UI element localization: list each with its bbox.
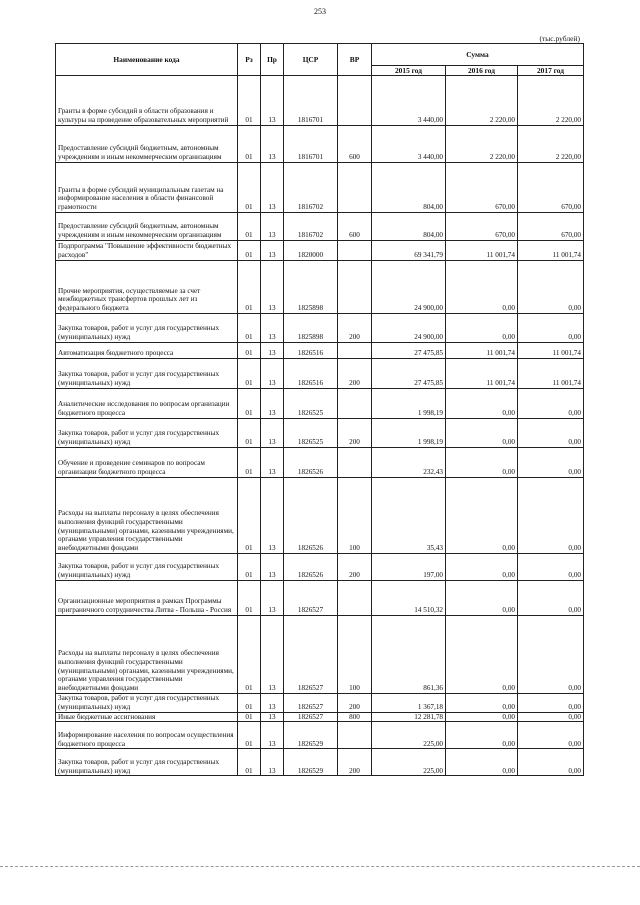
cell-y2015: 14 510,32 — [372, 581, 446, 616]
cell-y2015: 35,43 — [372, 478, 446, 554]
table-row — [56, 616, 584, 694]
cell-vr — [338, 448, 372, 478]
cell-csr: 1826526 — [284, 478, 338, 554]
cell-vr — [338, 76, 372, 126]
budget-table — [55, 43, 584, 776]
cell-csr: 1826516 — [284, 359, 338, 389]
cell-rz: 01 — [238, 581, 261, 616]
cell-vr: 200 — [338, 419, 372, 448]
cell-y2015: 12 281,78 — [372, 712, 446, 722]
cell-csr: 1826526 — [284, 448, 338, 478]
cell-vr — [338, 163, 372, 213]
budget-table-body — [56, 76, 584, 776]
cell-csr: 1826529 — [284, 749, 338, 776]
cell-pr: 13 — [261, 213, 284, 241]
cell-y2015: 1 367,18 — [372, 694, 446, 713]
cell-y2015: 27 475,85 — [372, 359, 446, 389]
cell-vr: 600 — [338, 213, 372, 241]
cell-name: Предоставление субсидий бюджетным, автономным учреждениям и иным некоммерческим организациям — [56, 126, 238, 163]
cell-csr: 1826527 — [284, 616, 338, 694]
header-sum: Сумма — [372, 44, 584, 66]
cell-y2017: 670,00 — [518, 163, 584, 213]
cell-name: Расходы на выплаты персоналу в целях обеспечения выполнения функций государственными (муниципальными) органами, казенными учреждениями, органами управления государственными внебюджетными фондами — [56, 478, 238, 554]
cell-pr: 13 — [261, 581, 284, 616]
header-rz: Рз — [238, 44, 261, 76]
cell-y2016: 2 220,00 — [446, 76, 518, 126]
cell-name: Подпрограмма "Повышение эффективности бюджетных расходов" — [56, 241, 238, 261]
cell-rz: 01 — [238, 419, 261, 448]
cell-y2017: 2 220,00 — [518, 126, 584, 163]
cell-rz: 01 — [238, 722, 261, 749]
cell-rz: 01 — [238, 712, 261, 722]
table-row — [56, 389, 584, 419]
cell-rz: 01 — [238, 448, 261, 478]
cell-y2016: 670,00 — [446, 163, 518, 213]
cell-y2017: 0,00 — [518, 722, 584, 749]
cell-y2016: 0,00 — [446, 616, 518, 694]
cell-name: Организационные мероприятия в рамках Программы приграничного сотрудничества Литва - Польша - Россия — [56, 581, 238, 616]
cell-y2017: 0,00 — [518, 448, 584, 478]
cell-csr: 1826527 — [284, 694, 338, 713]
cell-y2017: 0,00 — [518, 616, 584, 694]
cell-rz: 01 — [238, 616, 261, 694]
cell-csr: 1826527 — [284, 712, 338, 722]
cell-vr: 200 — [338, 694, 372, 713]
cell-vr: 600 — [338, 126, 372, 163]
cell-y2016: 11 001,74 — [446, 359, 518, 389]
cell-pr: 13 — [261, 694, 284, 713]
cell-pr: 13 — [261, 359, 284, 389]
cell-pr: 13 — [261, 76, 284, 126]
cell-vr: 200 — [338, 359, 372, 389]
cell-vr — [338, 261, 372, 314]
cell-name: Закупка товаров, работ и услуг для государственных (муниципальных) нужд — [56, 359, 238, 389]
cell-rz: 01 — [238, 343, 261, 359]
header-year-2016: 2016 год — [446, 66, 518, 76]
cell-csr: 1825898 — [284, 261, 338, 314]
cell-vr: 200 — [338, 749, 372, 776]
cell-y2017: 0,00 — [518, 712, 584, 722]
cell-vr: 200 — [338, 314, 372, 343]
cell-y2015: 24 900,00 — [372, 261, 446, 314]
cell-rz: 01 — [238, 389, 261, 419]
header-name: Наименование кода — [56, 44, 238, 76]
cell-y2017: 0,00 — [518, 749, 584, 776]
cell-y2015: 3 440,00 — [372, 76, 446, 126]
table-row — [56, 126, 584, 163]
cell-rz: 01 — [238, 261, 261, 314]
cell-y2015: 225,00 — [372, 749, 446, 776]
cell-y2017: 0,00 — [518, 581, 584, 616]
cell-pr: 13 — [261, 448, 284, 478]
cell-name: Аналитические исследования по вопросам организации бюджетного процесса — [56, 389, 238, 419]
cell-y2015: 69 341,79 — [372, 241, 446, 261]
cell-vr — [338, 581, 372, 616]
cell-csr: 1816701 — [284, 76, 338, 126]
cell-rz: 01 — [238, 694, 261, 713]
cell-name: Закупка товаров, работ и услуг для государственных (муниципальных) нужд — [56, 554, 238, 581]
table-row — [56, 419, 584, 448]
cell-name: Закупка товаров, работ и услуг для государственных (муниципальных) нужд — [56, 314, 238, 343]
table-row — [56, 478, 584, 554]
cell-y2015: 1 998,19 — [372, 389, 446, 419]
cell-y2017: 11 001,74 — [518, 241, 584, 261]
table-row — [56, 314, 584, 343]
cell-y2016: 0,00 — [446, 722, 518, 749]
cell-y2015: 27 475,85 — [372, 343, 446, 359]
cell-vr — [338, 241, 372, 261]
cell-y2015: 861,36 — [372, 616, 446, 694]
table-row — [56, 722, 584, 749]
cell-name: Прочие мероприятия, осуществляемые за счет межбюджетных трансфертов прошлых лет из федерального бюджета — [56, 261, 238, 314]
table-row — [56, 712, 584, 722]
cell-y2015: 804,00 — [372, 213, 446, 241]
cell-y2016: 0,00 — [446, 314, 518, 343]
cell-rz: 01 — [238, 478, 261, 554]
cell-name: Гранты в форме субсидий муниципальным газетам на информирование населения в области финансовой грамотности — [56, 163, 238, 213]
header-vr: ВР — [338, 44, 372, 76]
cell-rz: 01 — [238, 76, 261, 126]
cell-y2016: 11 001,74 — [446, 343, 518, 359]
cell-name: Гранты в форме субсидий в области образования и культуры на проведение образовательных мероприятий — [56, 76, 238, 126]
cell-y2016: 0,00 — [446, 581, 518, 616]
cell-y2017: 0,00 — [518, 554, 584, 581]
cell-y2017: 0,00 — [518, 314, 584, 343]
cell-rz: 01 — [238, 163, 261, 213]
cell-y2016: 0,00 — [446, 712, 518, 722]
cell-y2017: 0,00 — [518, 389, 584, 419]
cell-pr: 13 — [261, 343, 284, 359]
cell-csr: 1826525 — [284, 419, 338, 448]
cell-csr: 1825898 — [284, 314, 338, 343]
cell-y2015: 3 440,00 — [372, 126, 446, 163]
table-row — [56, 554, 584, 581]
table-row — [56, 343, 584, 359]
cell-vr: 100 — [338, 616, 372, 694]
cell-rz: 01 — [238, 554, 261, 581]
cell-y2016: 0,00 — [446, 261, 518, 314]
cell-pr: 13 — [261, 419, 284, 448]
cell-csr: 1820000 — [284, 241, 338, 261]
cell-csr: 1816702 — [284, 213, 338, 241]
table-row — [56, 261, 584, 314]
table-row — [56, 694, 584, 713]
cell-y2015: 197,00 — [372, 554, 446, 581]
cell-rz: 01 — [238, 314, 261, 343]
cell-y2017: 0,00 — [518, 478, 584, 554]
cell-y2017: 670,00 — [518, 213, 584, 241]
cell-y2016: 0,00 — [446, 389, 518, 419]
cell-y2015: 1 998,19 — [372, 419, 446, 448]
cell-csr: 1826516 — [284, 343, 338, 359]
cell-rz: 01 — [238, 359, 261, 389]
cell-y2015: 804,00 — [372, 163, 446, 213]
cell-csr: 1826527 — [284, 581, 338, 616]
cell-name: Информирование населения по вопросам осуществления бюджетного процесса — [56, 722, 238, 749]
cell-y2016: 11 001,74 — [446, 241, 518, 261]
cell-name: Предоставление субсидий бюджетным, автономным учреждениям и иным некоммерческим организациям — [56, 213, 238, 241]
cell-y2016: 0,00 — [446, 419, 518, 448]
cell-pr: 13 — [261, 722, 284, 749]
cell-vr — [338, 343, 372, 359]
cell-pr: 13 — [261, 389, 284, 419]
cell-y2016: 0,00 — [446, 694, 518, 713]
table-row — [56, 213, 584, 241]
cell-vr: 100 — [338, 478, 372, 554]
cell-vr: 200 — [338, 554, 372, 581]
cell-pr: 13 — [261, 163, 284, 213]
cell-y2016: 0,00 — [446, 554, 518, 581]
cell-y2016: 0,00 — [446, 749, 518, 776]
cell-name: Расходы на выплаты персоналу в целях обеспечения выполнения функций государственными (муниципальными) органами, казенными учреждениями, органами управления государственными внебюджетными фондами — [56, 616, 238, 694]
cell-y2017: 11 001,74 — [518, 343, 584, 359]
cell-csr: 1826529 — [284, 722, 338, 749]
cell-csr: 1826525 — [284, 389, 338, 419]
cell-pr: 13 — [261, 749, 284, 776]
cell-y2016: 0,00 — [446, 478, 518, 554]
table-row — [56, 163, 584, 213]
cell-vr — [338, 722, 372, 749]
cell-pr: 13 — [261, 314, 284, 343]
table-row — [56, 749, 584, 776]
cell-y2015: 225,00 — [372, 722, 446, 749]
page-number: 253 — [314, 7, 326, 16]
cell-rz: 01 — [238, 749, 261, 776]
cell-name: Автоматизация бюджетного процесса — [56, 343, 238, 359]
cell-csr: 1816702 — [284, 163, 338, 213]
cell-y2015: 232,43 — [372, 448, 446, 478]
cell-name: Иные бюджетные ассигнования — [56, 712, 238, 722]
cell-y2017: 0,00 — [518, 694, 584, 713]
cell-pr: 13 — [261, 241, 284, 261]
cell-y2017: 11 001,74 — [518, 359, 584, 389]
header-pr: Пр — [261, 44, 284, 76]
cell-y2017: 2 220,00 — [518, 76, 584, 126]
cell-rz: 01 — [238, 213, 261, 241]
cell-y2016: 670,00 — [446, 213, 518, 241]
cell-name: Обучение и проведение семинаров по вопросам организации бюджетного процесса — [56, 448, 238, 478]
table-row — [56, 448, 584, 478]
cell-y2017: 0,00 — [518, 419, 584, 448]
table-row — [56, 581, 584, 616]
cell-y2015: 24 900,00 — [372, 314, 446, 343]
table-row — [56, 359, 584, 389]
cell-pr: 13 — [261, 126, 284, 163]
cell-pr: 13 — [261, 554, 284, 581]
units-note: (тыс.рублей) — [539, 34, 580, 43]
table-row — [56, 241, 584, 261]
cell-vr: 800 — [338, 712, 372, 722]
cell-vr — [338, 389, 372, 419]
cell-csr: 1816701 — [284, 126, 338, 163]
cell-y2017: 0,00 — [518, 261, 584, 314]
cell-y2016: 0,00 — [446, 448, 518, 478]
header-csr: ЦСР — [284, 44, 338, 76]
cell-y2016: 2 220,00 — [446, 126, 518, 163]
scan-edge-line — [0, 866, 640, 868]
cell-name: Закупка товаров, работ и услуг для государственных (муниципальных) нужд — [56, 749, 238, 776]
header-year-2017: 2017 год — [518, 66, 584, 76]
cell-csr: 1826526 — [284, 554, 338, 581]
cell-pr: 13 — [261, 478, 284, 554]
cell-rz: 01 — [238, 241, 261, 261]
cell-name: Закупка товаров, работ и услуг для государственных (муниципальных) нужд — [56, 419, 238, 448]
cell-pr: 13 — [261, 616, 284, 694]
table-row — [56, 76, 584, 126]
header-year-2015: 2015 год — [372, 66, 446, 76]
cell-name: Закупка товаров, работ и услуг для государственных (муниципальных) нужд — [56, 694, 238, 713]
cell-pr: 13 — [261, 712, 284, 722]
cell-rz: 01 — [238, 126, 261, 163]
cell-pr: 13 — [261, 261, 284, 314]
